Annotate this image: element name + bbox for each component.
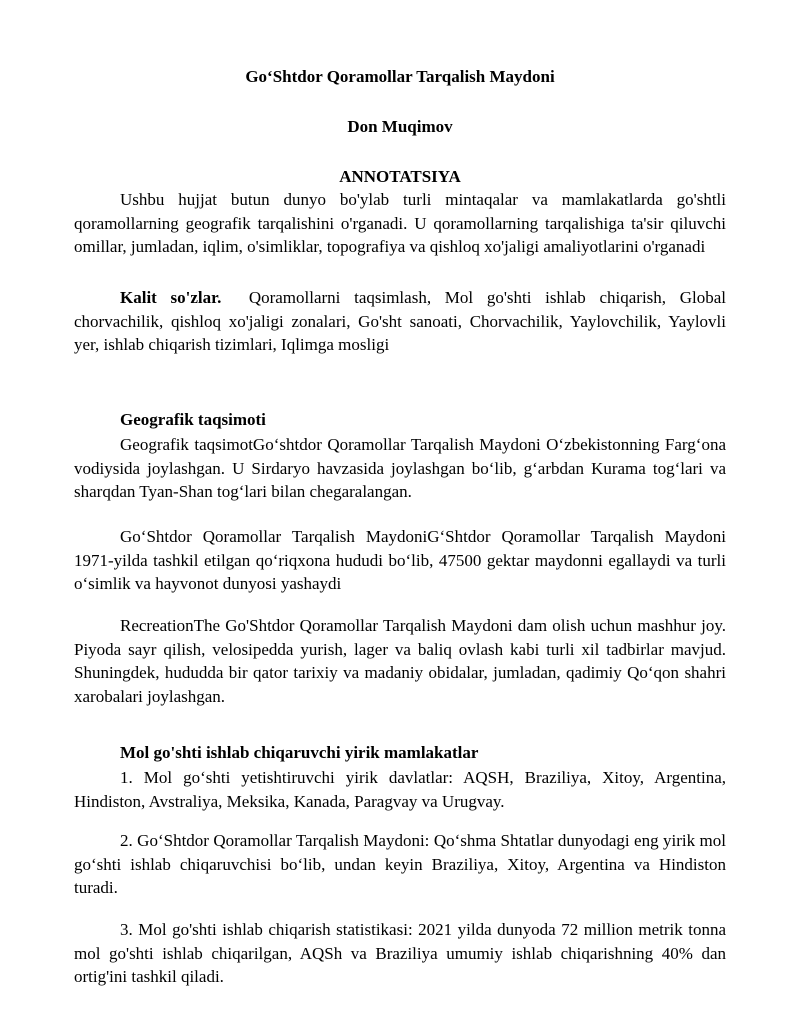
paragraph-geography-2: Go‘Shtdor Qoramollar Tarqalish MaydoniG‘Shtdor Qoramollar Tarqalish Maydoni 1971-yilda tashkil etilgan qo‘riqxona hududi bo‘lib, 47500 gektar maydonni egallaydi va turli o‘simlik va hayvonot dunyosi yashaydi: [74, 527, 726, 594]
list-item-3: 3. Mol go'shti ishlab chiqarish statistikasi: 2021 yilda dunyoda 72 million metrik tonna mol go'shti ishlab chiqarilgan, AQSh va Braziliya umumiy ishlab chiqarishning 40% dan ortig'ini tashkil qiladi.: [74, 920, 726, 987]
list-item-1: 1. Mol go‘shti yetishtiruvchi yirik davlatlar: AQSH, Braziliya, Xitoy, Argentina, Hindiston, Avstraliya, Meksika, Kanada, Paragvay va Urugvay.: [74, 768, 726, 811]
paragraph-recreation: RecreationThe Go'Shtdor Qoramollar Tarqalish Maydoni dam olish uchun mashhur joy. Piyoda sayr qilish, velosipedda yurish, lager va baliq ovlash kabi turli xil tadbirlar mavjud. Shuningdek, hududda bir qator tarixiy va madaniy obidalar, jumladan, qadimiy Qo‘qon shahri xarobalari joylashgan.: [74, 616, 726, 706]
abstract-paragraph: Ushbu hujjat butun dunyo bo'ylab turli mintaqalar va mamlakatlarda go'shtli qoramollarning geografik tarqalishini o'rganadi. U qoramollarning tarqalishiga ta'sir qiluvchi omillar, jumladan, iqlim, o'simliklar, topografiya va qishloq xo'jaligi amaliyotlarini o'rganadi: [74, 190, 726, 257]
abstract-heading: ANNOTATSIYA: [339, 167, 461, 186]
section-heading-geography: Geografik taqsimoti: [120, 410, 266, 429]
section-heading-beef-producers: Mol go'shti ishlab chiqaruvchi yirik mamlakatlar: [120, 743, 479, 762]
paragraph-geography-1: Geografik taqsimotGo‘shtdor Qoramollar Tarqalish Maydoni O‘zbekistonning Farg‘ona vodiysida joylashgan. U Sirdaryo havzasida joylashgan bo‘lib, g‘arbdan Kurama tog‘lari va sharqdan Tyan-Shan tog‘lari bilan chegaralangan.: [74, 435, 726, 502]
list-item-2: 2. Go‘Shtdor Qoramollar Tarqalish Maydoni: Qo‘shma Shtatlar dunyodagi eng yirik mol go‘shti ishlab chiqaruvchisi bo‘lib, undan keyin Braziliya, Xitoy, Argentina va Hindiston turadi.: [74, 831, 726, 898]
keywords-text: Qoramollarni taqsimlash, Mol go'shti ishlab chiqarish, Global chorvachilik, qishloq xo'jaligi zonalari, Go'sht sanoati, Chorvachilik, Yaylovchilik, Yaylovli yer, ishlab chiqarish tizimlari, Iqlimga mosligi: [74, 288, 727, 355]
keywords-label: Kalit so'zlar.: [120, 288, 222, 307]
document-title: Go‘Shtdor Qoramollar Tarqalish Maydoni: [245, 67, 555, 86]
keywords-paragraph: [74, 286, 726, 357]
author-name: Don Muqimov: [347, 117, 453, 136]
